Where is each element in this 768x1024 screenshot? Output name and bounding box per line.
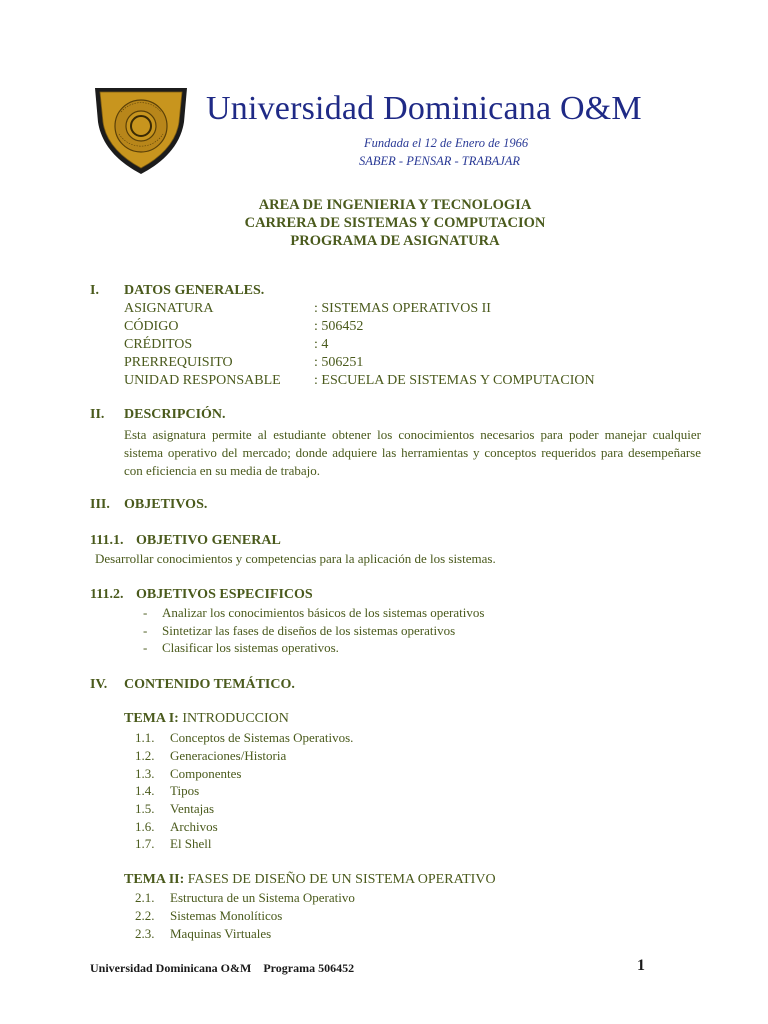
footer-university: Universidad Dominicana O&M bbox=[90, 961, 252, 975]
university-motto: SABER - PENSAR - TRABAJAR bbox=[359, 154, 521, 168]
section-3-title: OBJETIVOS. bbox=[124, 497, 208, 512]
field-value: : SISTEMAS OPERATIVOS II bbox=[314, 301, 491, 316]
program-heading: PROGRAMA DE ASIGNATURA bbox=[290, 233, 500, 249]
tema-1-heading bbox=[124, 711, 289, 727]
topic-number: 1.6. bbox=[135, 819, 155, 834]
section-4-number: IV. bbox=[90, 677, 108, 692]
topic-text: Ventajas bbox=[170, 801, 215, 816]
topic-text: El Shell bbox=[170, 836, 212, 851]
objective-general-title: OBJETIVO GENERAL bbox=[136, 533, 281, 548]
field-value: : 506452 bbox=[314, 319, 364, 334]
list-bullet: - bbox=[143, 605, 148, 620]
footer-program: Programa 506452 bbox=[263, 961, 355, 975]
topic-number: 1.5. bbox=[135, 801, 155, 816]
list-item: Analizar los conocimientos básicos de los sistemas operativos bbox=[162, 605, 485, 620]
topic-text: Estructura de un Sistema Operativo bbox=[170, 890, 355, 905]
field-label: PRERREQUISITO bbox=[124, 355, 233, 370]
topic-number: 2.1. bbox=[135, 890, 155, 905]
field-value: : 4 bbox=[314, 337, 329, 352]
founded-date: Fundada el 12 de Enero de 1966 bbox=[364, 136, 529, 150]
list-item: Sintetizar las fases de diseños de los sistemas operativos bbox=[162, 623, 456, 638]
topic-text: Archivos bbox=[170, 819, 218, 834]
topic-number: 1.3. bbox=[135, 766, 155, 781]
topic-text: Sistemas Monolíticos bbox=[170, 908, 283, 923]
objective-general-number: 111.1. bbox=[90, 533, 124, 548]
field-label: CÓDIGO bbox=[124, 319, 179, 334]
list-bullet: - bbox=[143, 623, 148, 638]
career-heading: CARRERA DE SISTEMAS Y COMPUTACION bbox=[244, 215, 546, 231]
topic-text: Tipos bbox=[170, 783, 200, 798]
list-item: Clasificar los sistemas operativos. bbox=[162, 640, 339, 655]
university-title: Universidad Dominicana O&M bbox=[206, 90, 642, 127]
section-1-title: DATOS GENERALES. bbox=[124, 283, 265, 298]
section-2-title: DESCRIPCIÓN. bbox=[124, 407, 226, 422]
objective-specific-title: OBJETIVOS ESPECIFICOS bbox=[136, 587, 313, 602]
topic-number: 2.2. bbox=[135, 908, 155, 923]
topic-text: Maquinas Virtuales bbox=[170, 926, 272, 941]
section-4-title: CONTENIDO TEMÁTICO. bbox=[124, 677, 295, 692]
topic-number: 1.1. bbox=[135, 730, 155, 745]
tema-2-label: TEMA II: bbox=[124, 872, 185, 887]
tema-1-name: INTRODUCCION bbox=[182, 711, 289, 726]
topic-text: Conceptos de Sistemas Operativos. bbox=[170, 730, 354, 745]
field-label: CRÉDITOS bbox=[124, 337, 193, 352]
area-heading: AREA DE INGENIERIA Y TECNOLOGIA bbox=[258, 197, 532, 213]
description-paragraph: Esta asignatura permite al estudiante obtener los conocimientos necesarios para poder manejar cualquier sistema operativo del mercado; donde adquiere las herramientas y conceptos requeridos para desempeñarse con eficiencia en su media de trabajo. bbox=[124, 427, 701, 478]
page-number: 1 bbox=[637, 957, 645, 974]
objective-general-text: Desarrollar conocimientos y competencias para la aplicación de los sistemas. bbox=[95, 551, 496, 566]
page-footer bbox=[90, 961, 366, 976]
tema-2-name: FASES DE DISEÑO DE UN SISTEMA OPERATIVO bbox=[187, 872, 496, 887]
section-1-number: I. bbox=[90, 283, 99, 298]
topic-number: 1.2. bbox=[135, 748, 155, 763]
field-label: UNIDAD RESPONSABLE bbox=[124, 373, 281, 388]
tema-1-label: TEMA I: bbox=[124, 711, 179, 726]
list-bullet: - bbox=[143, 640, 148, 655]
objective-specific-number: 111.2. bbox=[90, 587, 124, 602]
topic-text: Componentes bbox=[170, 766, 242, 781]
topic-number: 1.7. bbox=[135, 836, 155, 851]
section-2-number: II. bbox=[90, 407, 105, 422]
field-value: : 506251 bbox=[314, 355, 364, 370]
topic-number: 2.3. bbox=[135, 926, 155, 941]
field-label: ASIGNATURA bbox=[124, 301, 214, 316]
field-value: : ESCUELA DE SISTEMAS Y COMPUTACION bbox=[314, 373, 595, 388]
tema-2-heading bbox=[124, 872, 496, 888]
section-3-number: III. bbox=[90, 497, 110, 512]
topic-text: Generaciones/Historia bbox=[170, 748, 287, 763]
topic-number: 1.4. bbox=[135, 783, 155, 798]
university-crest-logo bbox=[92, 82, 190, 176]
